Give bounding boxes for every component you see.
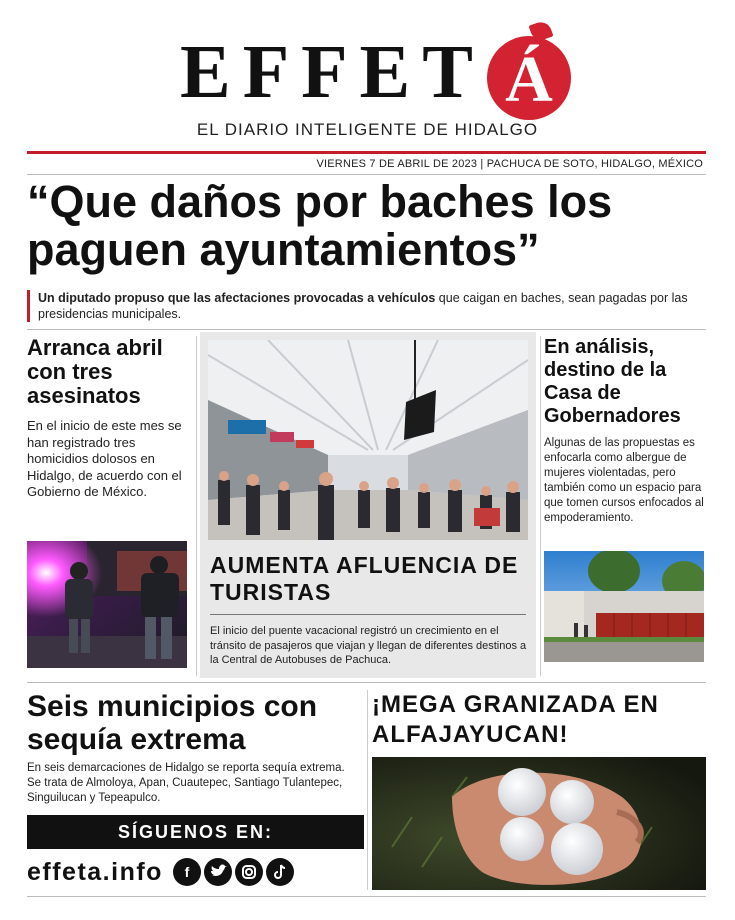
instagram-icon[interactable] xyxy=(235,858,263,886)
hail-photo-graphic xyxy=(372,757,706,890)
site-url[interactable]: effeta.info xyxy=(27,857,163,886)
column-separator-right xyxy=(540,336,541,676)
hail-photo[interactable] xyxy=(372,757,706,890)
police-night-photo-graphic xyxy=(27,541,187,668)
left-story[interactable] xyxy=(27,336,192,501)
bottom-left-headline[interactable]: Seis municipios con sequía extrema xyxy=(27,690,318,756)
tagline: EL DIARIO INTELIGENTE DE HIDALGO xyxy=(196,120,539,139)
social-icons xyxy=(173,858,297,886)
left-story-body: En el inicio de este mes se han registrado tres homicidios dolosos en Hidalgo, de acuerdo con el Gobierno de México. xyxy=(27,418,182,499)
lead-deck-rest: que caigan en baches, sean pagadas por las presidencias municipales. xyxy=(38,291,688,321)
tiktok-icon[interactable] xyxy=(266,858,294,886)
bottom-rule xyxy=(27,896,706,897)
twitter-bird-glyph xyxy=(204,858,232,886)
center-story-body: El inicio del puente vacacional registró un crecimiento en el tránsito de pasajeros que viajan y llegan de diferentes destinos a la Central de Autobuses de Pachuca. xyxy=(210,625,527,666)
follow-us-bar: SÍGUENOS EN: xyxy=(27,815,364,849)
lead-headline[interactable]: “Que daños por baches los paguen ayuntamientos” xyxy=(27,176,613,275)
masthead-red-rule xyxy=(27,151,706,154)
column-separator-left xyxy=(196,336,197,676)
masthead xyxy=(0,0,735,150)
left-story-headline: Arranca abril con tres asesinatos xyxy=(27,335,163,408)
bottom-right-headline[interactable]: ¡MEGA GRANIZADA EN ALFAJAYUCAN! xyxy=(372,691,659,748)
instagram-glyph xyxy=(235,858,263,886)
site-row xyxy=(27,852,364,892)
center-story[interactable] xyxy=(200,332,536,678)
center-story-separator xyxy=(210,614,526,615)
governors-house-photo[interactable] xyxy=(544,551,704,662)
bottom-column-separator xyxy=(367,690,368,890)
tiktok-glyph xyxy=(266,858,294,886)
facebook-icon[interactable]: f xyxy=(173,858,201,886)
bottom-left-body: En seis demarcaciones de Hidalgo se reporta sequía extrema. Se trata de Almoloya, Apan, Cuautepec, Santiago Tulantepec, Singuilucan y Tepeapulco. xyxy=(27,762,345,804)
right-story-body: Algunas de las propuestas es enfocarla como albergue de mujeres violentadas, pero también como un espacio para que tomen cursos enfocados al empoderamiento. xyxy=(544,437,704,524)
middle-rule xyxy=(27,682,706,683)
bus-station-photo-graphic xyxy=(208,340,528,540)
police-night-photo[interactable] xyxy=(27,541,187,668)
center-story-headline: AUMENTA AFLUENCIA DE TURISTAS xyxy=(210,552,519,605)
dateline-rule xyxy=(27,174,706,175)
lead-deck-bold: Un diputado propuso que las afectaciones provocadas a vehículos xyxy=(38,291,436,305)
twitter-icon[interactable] xyxy=(204,858,232,886)
right-story[interactable] xyxy=(544,336,709,526)
dateline: VIERNES 7 DE ABRIL DE 2023 | PACHUCA DE SOTO, HIDALGO, MÉXICO xyxy=(316,158,703,170)
logo-text: EFFET xyxy=(180,30,485,114)
logo-badge xyxy=(487,36,571,120)
bus-station-photo[interactable] xyxy=(208,340,528,540)
lead-rule xyxy=(27,329,706,330)
logo[interactable] xyxy=(180,28,571,118)
lead-deck xyxy=(27,290,707,322)
logo-badge-letter: Á xyxy=(505,43,553,116)
governors-house-photo-graphic xyxy=(544,551,704,662)
right-story-headline: En análisis, destino de la Casa de Gobernadores xyxy=(544,336,681,427)
